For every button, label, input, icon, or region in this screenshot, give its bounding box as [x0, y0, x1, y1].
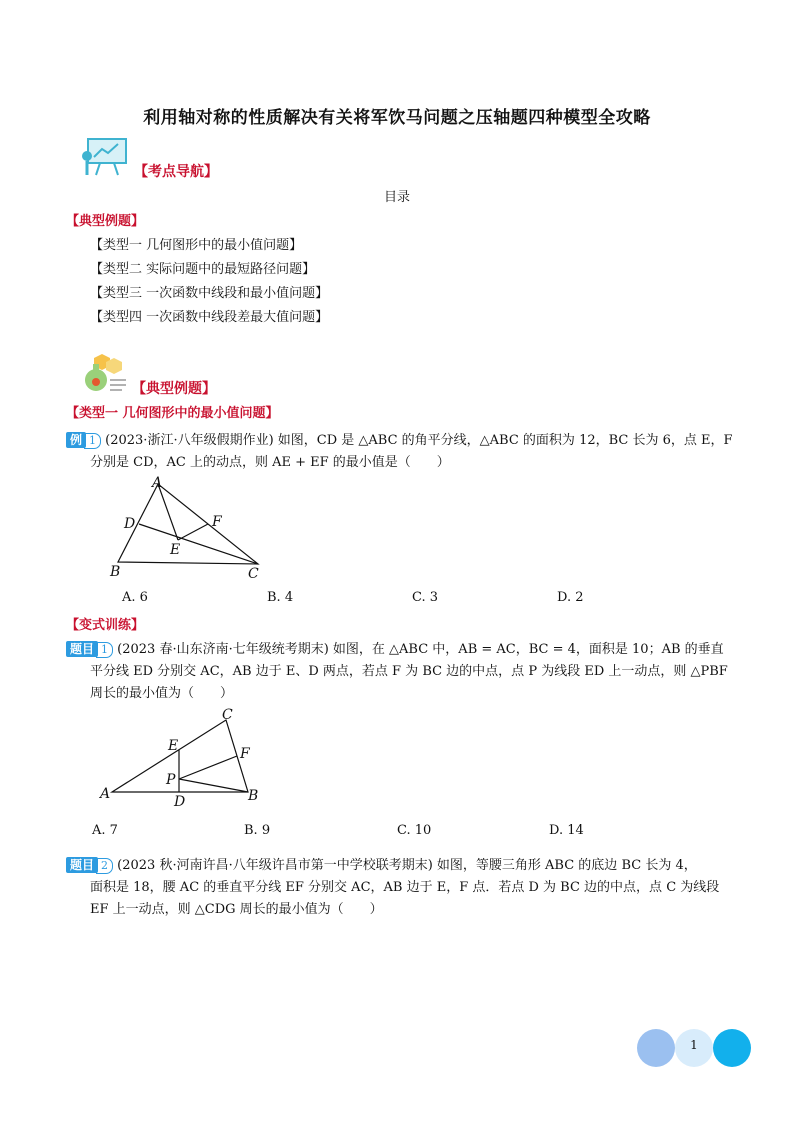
choice-b[interactable]: B. 9 — [244, 823, 271, 838]
label-B: B — [248, 788, 259, 804]
label-F: F — [212, 514, 222, 530]
variant2-text-line3: EF 上一动点，则 △CDG 周长的最小值为（ ） — [90, 902, 383, 917]
example-number: 1 — [84, 433, 101, 449]
choice-d[interactable]: D. 14 — [549, 823, 584, 838]
example1-text-line1: (2023·浙江·八年级假期作业) 如图，CD 是 △ABC 的角平分线，△ABC 的面积为 12，BC 长为 6，点 E，F — [105, 433, 733, 448]
choice-a[interactable]: A. 6 — [122, 590, 148, 605]
variant1-line1 — [66, 639, 724, 661]
label-B: B — [110, 564, 121, 580]
section-heading: 【典型例题】 — [132, 381, 216, 397]
toc-item[interactable]: 【类型四 一次函数中线段差最大值问题】 — [90, 310, 329, 325]
variant1-text-line3: 周长的最小值为（ ） — [90, 686, 234, 701]
problem-badge: 题目 — [66, 641, 98, 657]
choice-c[interactable]: C. 3 — [412, 590, 439, 605]
triangle-figure-2 — [96, 706, 276, 810]
example-badge: 例 — [66, 432, 86, 448]
variant2-text-line2: 面积是 18，腰 AC 的垂直平分线 EF 分别交 AC，AB 边于 E，F 点．若点 D 为 BC 边的中点，点 C 为线段 — [90, 880, 720, 895]
type1-heading: 【类型一 几何图形中的最小值问题】 — [66, 406, 279, 421]
label-A: A — [100, 786, 111, 802]
problem-badge: 题目 — [66, 857, 98, 873]
variant-heading: 【变式训练】 — [66, 618, 145, 633]
flask-icon — [80, 352, 130, 394]
example1-text-line2: 分别是 CD，AC 上的动点，则 AE + EF 的最小值是（ ） — [90, 455, 450, 470]
nav-heading: 【考点导航】 — [134, 164, 218, 180]
label-E: E — [168, 738, 179, 754]
choice-c[interactable]: C. 10 — [397, 823, 432, 838]
choice-b[interactable]: B. 4 — [267, 590, 294, 605]
label-C: C — [248, 566, 259, 582]
problem-number: 1 — [96, 642, 113, 658]
label-C: C — [222, 707, 233, 723]
choice-a[interactable]: A. 7 — [92, 823, 118, 838]
triangle-figure-1 — [100, 474, 280, 584]
label-P: P — [166, 772, 176, 788]
document-title: 利用轴对称的性质解决有关将军饮马问题之压轴题四种模型全攻略 — [143, 108, 651, 128]
choice-d[interactable]: D. 2 — [557, 590, 584, 605]
toc-heading: 目录 — [383, 190, 410, 205]
toc-item[interactable]: 【类型二 实际问题中的最短路径问题】 — [90, 262, 316, 277]
label-D: D — [124, 516, 136, 532]
label-F: F — [240, 746, 250, 762]
variant2-text-line1: (2023 秋·河南许昌·八年级许昌市第一中学校联考期末) 如图，等腰三角形 ABC 的底边 BC 长为 4， — [117, 858, 697, 873]
presentation-board-icon — [78, 135, 130, 177]
page-number: 1 — [690, 1038, 698, 1052]
toc-item[interactable]: 【类型一 几何图形中的最小值问题】 — [90, 238, 303, 253]
label-E: E — [170, 542, 181, 558]
problem-number: 2 — [96, 858, 113, 874]
label-D: D — [174, 794, 186, 810]
toc-section-label: 【典型例题】 — [66, 214, 145, 229]
variant1-text-line2: 平分线 ED 分别交 AC，AB 边于 E、D 两点，若点 F 为 BC 边的中点，点 P 为线段 ED 上一动点，则 △PBF — [90, 664, 728, 679]
variant2-line1 — [66, 855, 697, 877]
toc-item[interactable]: 【类型三 一次函数中线段和最小值问题】 — [90, 286, 329, 301]
example1-line1 — [66, 430, 733, 452]
label-A: A — [152, 475, 163, 491]
variant1-text-line1: (2023 春·山东济南·七年级统考期末) 如图，在 △ABC 中，AB = AC，BC = 4，面积是 10；AB 的垂直 — [117, 642, 724, 657]
